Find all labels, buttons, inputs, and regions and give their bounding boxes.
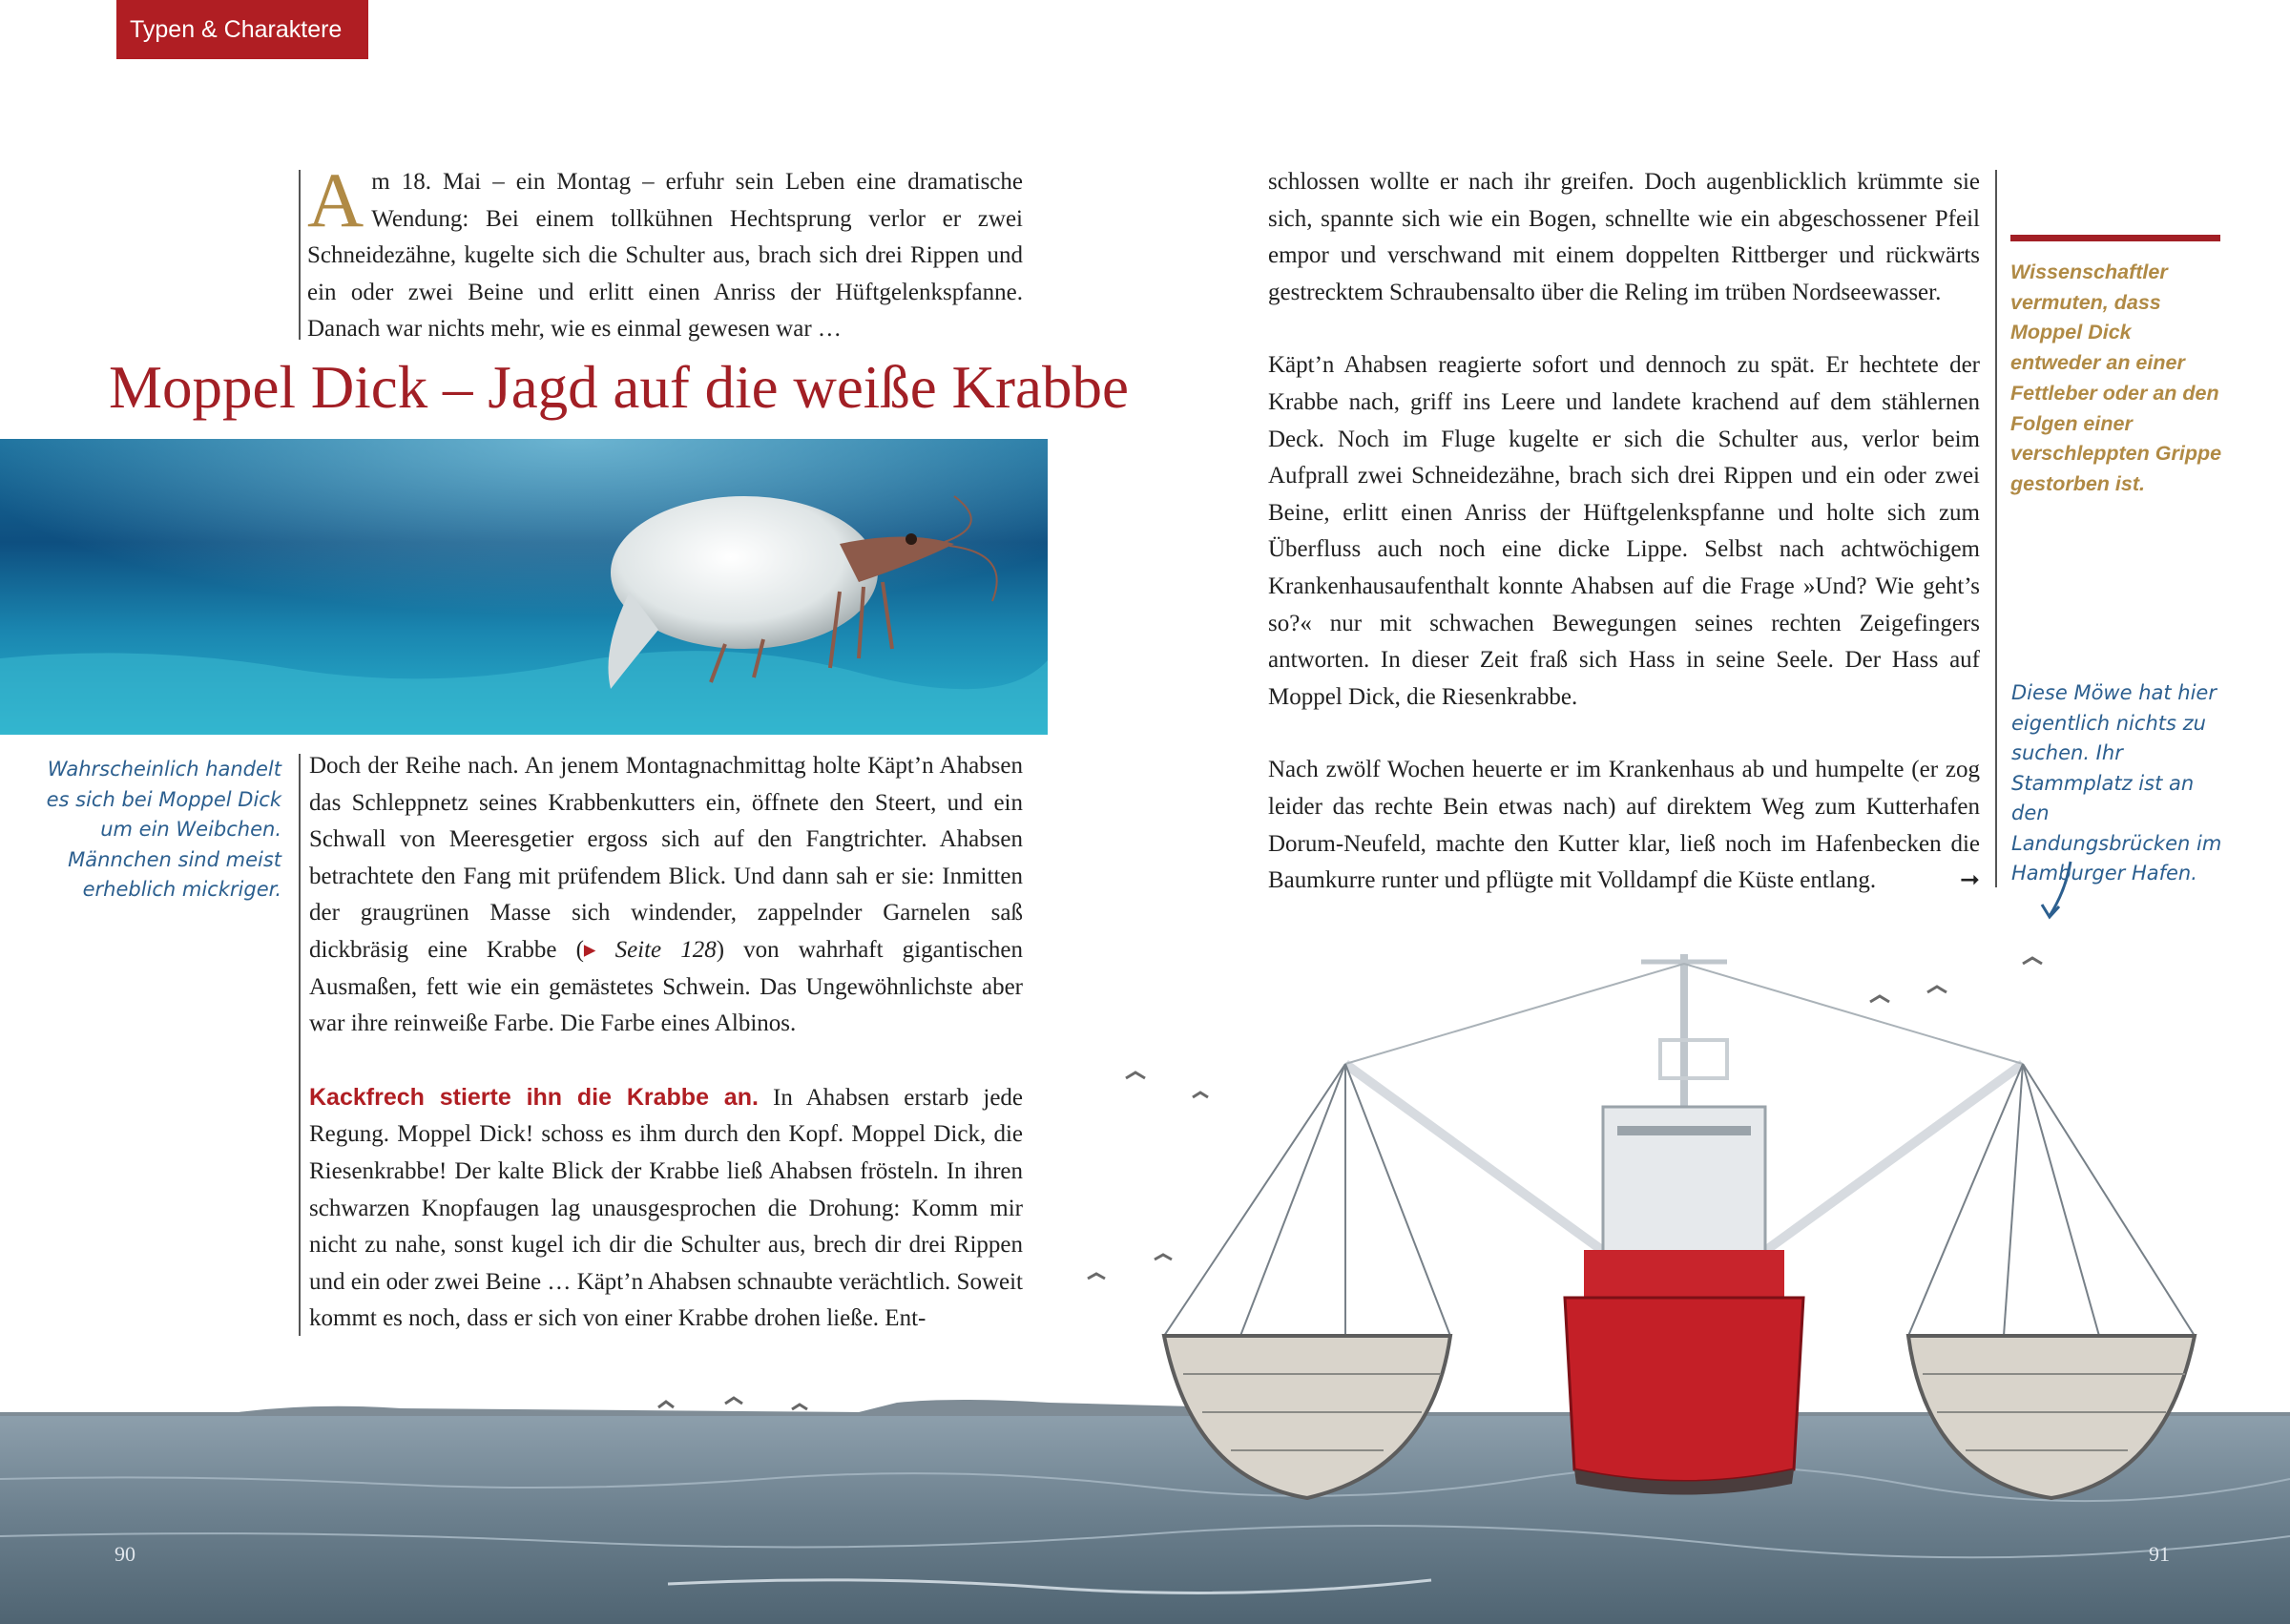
- handwritten-note-left: Wahrscheinlich handelt es sich bei Moppel Dick um ein Weibchen. Männchen sind meist erheblich mickriger.: [46, 758, 281, 901]
- sidebar-fact-note: Wissenschaftler vermuten, dass Moppel Dick entweder an einer Fettleber oder an den Folgen einer verschleppten Grippe gestorben ist.: [2010, 260, 2222, 495]
- sidebar-rule: [2010, 235, 2220, 241]
- page-reference-link[interactable]: Seite 128: [614, 936, 717, 963]
- page-ref-arrow-icon: ▸: [583, 936, 596, 963]
- body-paragraph: Käpt’n Ahabsen reagierte sofort und dennoch zu spät. Er hechtete der Krabbe nach, griff ins Leere und landete krachend auf dem stählernen Deck. Noch im Fluge kugelte er sich die Schulter aus, verlor beim Aufprall zwei Schneidezähne, brach sich drei Rippen und ein oder zwei Beine, erlitt einen Anriss der Hüftgelenkspfanne und holte sich zum Überfluss auch noch eine dicke Lippe. Selbst nach achtwöchigem Krankenhausaufenthalt konnte Ahabsen auf die Frage »Und? Wie geht’s so?« nur mit schwachen Bewegungen seines rechten Zeigefingers antworten. In dieser Zeit fraß sich Hass in seine Seele. Der Hass auf Moppel Dick, die Riesenkrabbe.: [1268, 352, 1980, 710]
- right-column-text: [1268, 164, 1980, 936]
- white-crab-underwater-image: [0, 439, 1048, 735]
- section-tab: Typen & Charaktere: [116, 0, 368, 59]
- body-paragraph: Kackfrech stierte ihn die Krabbe an. In Ahabsen erstarb jede Regung. Moppel Dick! schoss es ihm durch den Kopf. Moppel Dick, die Riesenkrabbe! Der kalte Blick der Krabbe ließ Ahabsen frösteln. In ihren schwarzen Knopfaugen lag unausgesprochen die Drohung: Komm mir nicht zu nahe, sonst kugel ich dir die Schulter aus, brech dir drei Rippen und ein oder zwei Beine … Käpt’n Ahabsen schnaubte verächtlich. Soweit kommt es noch, dass er sich von einer Krabbe drohen ließe. Ent-: [309, 1083, 1024, 1332]
- lead-in-highlight: Kackfrech stierte ihn die Krabbe an.: [309, 1083, 759, 1111]
- pointer-arrow-icon: [2032, 857, 2090, 924]
- intro-text: m 18. Mai – ein Montag – erfuhr sein Leben eine dramatische Wendung: Bei einem tollkühnen Hechtsprung verlor er zwei Schneidezähne, kugelte sich die Schulter aus, brach sich drei Rippen und ein oder zwei Beine und erlitt einen Anriss der Hüftgelenkspfanne. Danach war nichts mehr, wie es einmal gewesen war …: [307, 169, 1023, 343]
- left-column-text: [309, 748, 1023, 1374]
- body-paragraph: Nach zwölf Wochen heuerte er im Krankenhaus ab und humpelte (er zog leider das rechte Bein etwas nach) auf direktem Weg zum Kutterhafen Dorum-Neufeld, machte den Kutter klar, ließ noch im Hafenbecken die Baumkurre runter und pflügte mit Volldampf die Küste entlang. ➞: [1268, 752, 1980, 899]
- continue-arrow-icon: ➞: [1960, 867, 1980, 894]
- page-number-right: 91: [2149, 1542, 2170, 1566]
- left-column-rule: [299, 754, 301, 1336]
- seagulls-left: [649, 1388, 840, 1426]
- intro-rule: [299, 170, 301, 340]
- drop-cap: A: [307, 156, 364, 243]
- fishing-cutter-image: [1069, 935, 2271, 1508]
- handwritten-note-right: Diese Möwe hat hier eigentlich nichts zu suchen. Ihr Stammplatz ist an den Landungsbrücken im Hamburger Hafen.: [2011, 681, 2222, 885]
- page-number-left: 90: [114, 1542, 135, 1566]
- article-title: Moppel Dick – Jagd auf die weiße Krabbe: [109, 354, 1129, 421]
- body-paragraph: schlossen wollte er nach ihr greifen. Doch augenblicklich krümmte sie sich, spannte sich wie ein Bogen, schnellte wie ein abgeschossener Pfeil empor und verschwand mit einem doppelten Rittberger und rückwärts gestrecktem Schraubensalto über die Reling im trüben Nordseewasser.: [1268, 169, 1980, 305]
- body-paragraph: Doch der Reihe nach. An jenem Montagnachmittag holte Käpt’n Ahabsen das Schleppnetz seines Krabbenkutters ein, öffnete den Steert, und ein Schwall von Meeresgetier ergoss sich auf den Fangtrichter. Ahabsen betrachtete den Fang mit prüfendem Blick. Und dann sah er sie: Inmitten der graugrünen Masse sich windender, zappelnder Garnelen saß dickbräsig eine Krabbe (▸ Seite 128) von wahrhaft gigantischen Ausmaßen, fett wie ein gemästetes Schwein. Das Ungewöhnlichste aber war ihre reinweiße Farbe. Die Farbe eines Albinos.: [309, 753, 1023, 1037]
- intro-paragraph: [307, 156, 1023, 348]
- right-column-rule: [1995, 170, 1997, 887]
